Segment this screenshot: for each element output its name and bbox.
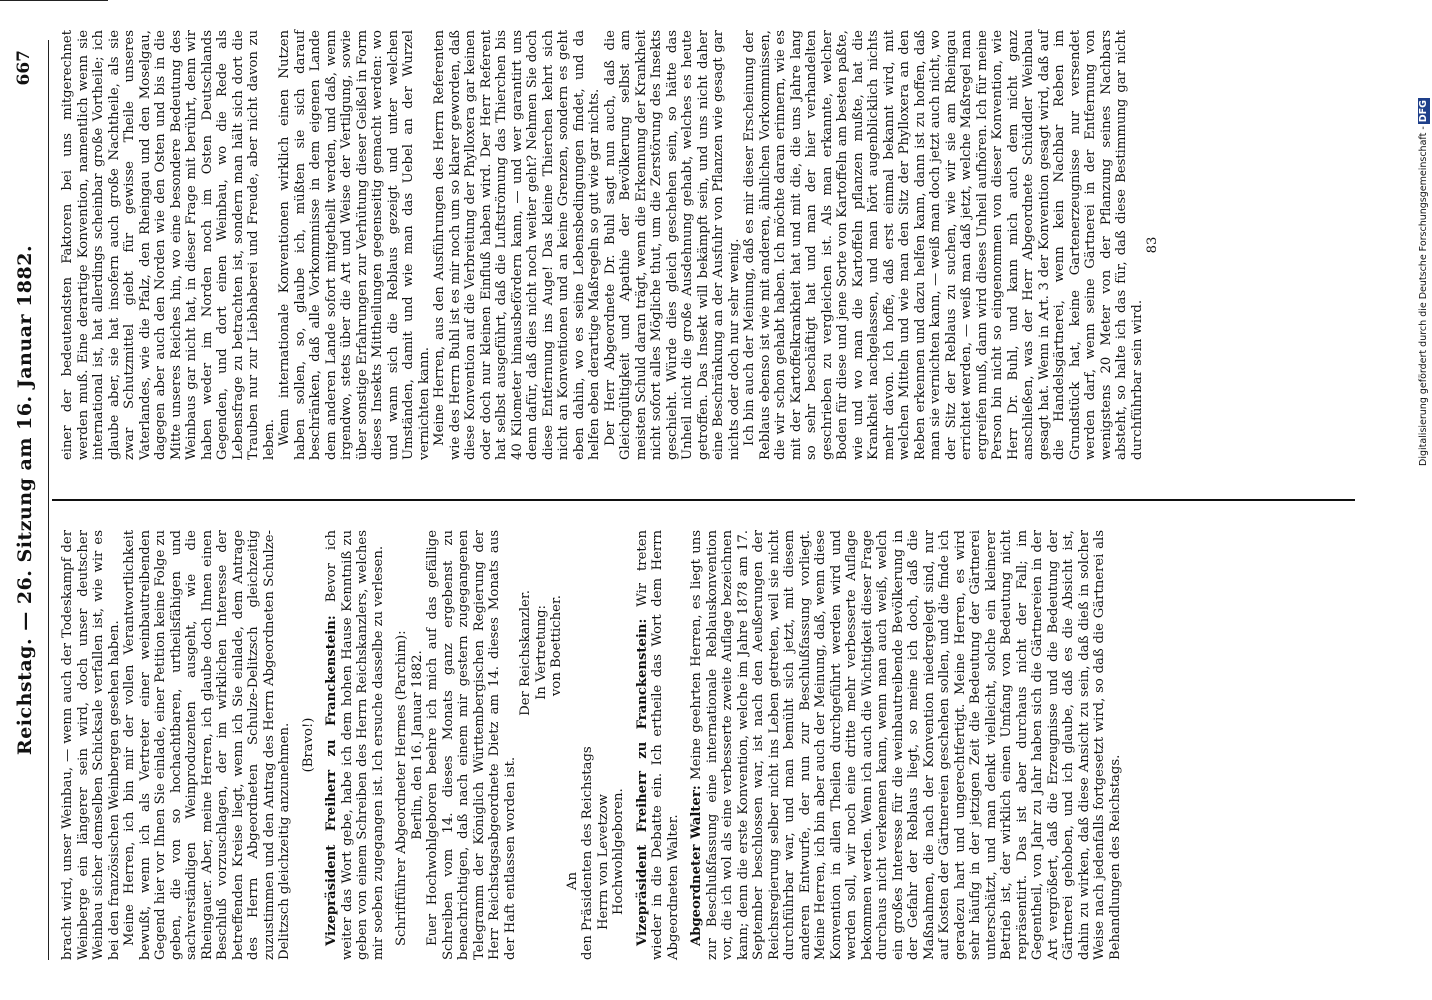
address-line: Herrn von Levetzow — [595, 794, 611, 930]
letter-signature-line: In Vertretung: — [533, 605, 549, 700]
paragraph: Der Herr Abgeordnete Dr. Buhl sagt nun auch, daß die Gleichgültigkeit und Apathie der Bevölkerung selbst am meisten Schuld daran trägt, wenn die Erkennung der Krankheit nicht sofort alles Mögliche thut, um die Zerstörung des Insekts geschieht. Würde dies gleich geschehen sein, so hätte das Unheil nicht die große Ausdehnung gehabt, welches es heute getroffen. Das Insekt will bekämpft sein, und uns nicht daher eine Beschränkung an der Ausfuhr von Pflanzen wie gesagt gar nichts oder doch nur sehr wenig. — [602, 30, 742, 460]
digitization-text: Digitalisierung gefördert durch die Deutsche Forschungsgemeinschaft - — [1418, 126, 1429, 466]
address-line: An — [564, 871, 580, 890]
letter-signature-line: Der Reichskanzler. — [518, 590, 533, 716]
speaker-block — [324, 530, 386, 960]
paragraph: bracht wird, unser Weinbau, — wenn auch der Todeskampf der Weinberge ein längerer sein wird, doch unser deutscher Weinbau sicher demselben Schicksale verfallen ist, wie wir es bei den französischen Weinbergen gesehen haben. — [60, 530, 122, 960]
applause-note: (Bravo!) — [300, 717, 316, 773]
address-line: Hochwohlgeboren. — [611, 788, 626, 915]
speaker-name: Abgeordneter Walter: — [689, 785, 704, 946]
speaker-block — [635, 530, 682, 960]
speaker-block — [689, 530, 1123, 960]
dfg-logo: DFG — [1418, 100, 1429, 123]
right-column — [60, 30, 1350, 460]
letter-signature-line: von Boetticher. — [549, 595, 564, 697]
digitization-notice — [1418, 6, 1430, 466]
letter-body: Euer Hochwohlgeboren beehre ich mich auf das gefällige Schreiben vom 14. dieses Monats ganz ergebenst zu benachrichtigen, daß nach einem mir gestern zugegangenen Telegramm der Königlich Württembergischen Regierung der Herr Reichstagsabgeordnete Dietz am 14. dieses Monats aus der Haft entlassen worden ist. — [425, 530, 518, 960]
header-title: Reichstag. — 26. Sitzung am 16. Januar 1882. — [14, 244, 36, 756]
paragraph: Wenn internationale Konventionen wirklich einen Nutzen haben sollen, so, glaube ich, müßten sie sich darauf beschränken, daß alle Vorkommnisse in dem eigenen Lande dem anderen Lande sofort mitgetheilt werden, und daß, wenn irgendwo, stets über die Art und Weise der Vertilgung, sowie über sonstige Erfahrungen zur Verhütung dieser Geißel in Form dieses Insekts Mittheilungen gegenseitig gemacht werden: wo und wann sich die Reblaus gezeigt und unter welchen Umständen, damit und wie man das Uebel an der Wurzel vernichten kann. — [277, 29, 432, 460]
speech-text: Meine geehrten Herren, es liegt uns zur Beschlußfassung eine internationale Reblauskonvention vor, die ich wol als eine verbesserte zweite Auflage bezeichnen kann; denn die erste Konvention, welche im Jahre 1878 am 17. September beschlossen war, ist nach den Aeußerungen der Reichsregierung selber nicht ins Leben getreten, weil sie nicht durchführbar war, und man bemüht sich jetzt, mit diesem anderen Entwurfe, der nun zur Beschlußfassung vorliegt. Meine Herren, ich bin aber auch der Meinung, daß, wenn diese Konvention in allen Theilen durchgeführt werden wird und werden soll, wir noch eine dritte mehr verbesserte Auflage bekommen werden. Wenn ich auch die Wichtigkeit dieser Frage durchaus nicht verkennen kann, wenn man auch weiß, welch ein großes Interesse für die weinbautreibende Bevölkerung in der Gefahr der Reblaus liegt, so meine ich doch, daß die Maßnahmen, die nach der Konvention niedergelegt sind, nur auf Kosten der Gärtnereien geschehen sollen, und die finde ich geradezu hart und ungerechtfertigt. Meine Herren, es wird sehr häufig in der jetzigen Zeit die Bedeutung der Gärtnerei unterschätzt, und man denkt vielleicht, solche ein kleinerer Betrieb ist, der wirklich einen Umfang von Bedeutung nicht repräsentirt. Das ist aber durchaus nicht der Fall; im Gegentheil, von Jahr zu Jahr haben sich die Gärtnereien in der Art vergrößert, daß die Erzeugnisse und die Bedeutung der Gärtnerei gehoben, und ich glaube, daß es die Absicht ist, dahin zu wirken, daß diese Ansicht zu sein, daß dieß in solcher Weise nach jedenfalls fortgesetzt wird, so daß die Gärtnerei als Behandlungen des Reichstags. — [689, 530, 1123, 960]
secretary-intro: Schriftführer Abgeordneter Hermes (Parchim): — [394, 630, 409, 946]
paragraph: einer der bedeutendsten Faktoren bei uns mitgerechnet werden muß. Eine derartige Konvention, namentlich wenn sie international ist, hat allerdings scheinbar große Vortheile; ich glaube aber, sie hat insofern auch große Nachtheile, als sie zwar Schutzmittel giebt für gewisse Theile unseres Vaterlandes, wie die Pfalz, den Rheingau und den Moselgau, dagegen aber auch den Norden wie den Osten und bis in die Mitte unseres Reiches hin, wo eine besondere Bedeutung des Weinbaus gar nicht hat, in dieser Frage mit berührt, denn wir haben weder im Norden noch im Osten Deutschlands Gegenden, und dort einen Weinbau, wo die Rede als Lebensfrage zu betrachten ist, sondern man hält sich dort die Trauben nur zur Liebhaberei und Freude, aber nicht davon zu leben. — [60, 30, 277, 460]
paragraph: Meine Herren, aus den Ausführungen des Herrn Referenten wie des Herrn Buhl ist es mir noch um so klarer geworden, daß diese Konvention auf die Verbreitung der Phylloxera gar keinen oder doch nur kleinen Einfluß haben wird. Der Herr Referent hat selbst ausgeführt, daß die Luftströmung das Thierchen bis 40 Kilometer hinausbefördern kann, — und wer garantirt uns denn dafür, daß dies nicht noch weiter geht? Nehmen Sie doch diese Entfernung ins Auge! Das kleine Thierchen kehrt sich nicht an Konventionen und an keine Grenzen, sondern es geht eben dahin, wo es seine Lebensbedingungen findet, und da helfen eben derartige Maßregeln so gut wie gar nichts. — [432, 30, 602, 460]
page-signature: 83 — [1145, 236, 1160, 254]
column-divider — [52, 499, 1355, 501]
digitization-text-wrap — [1418, 6, 1430, 466]
speaker-name: Vizepräsident Freiherr zu Franckenstein: — [634, 618, 650, 946]
speech-text: Bevor ich weiter das Wort gebe, habe ich dem hohen Hause Kenntniß zu geben von einem Schreiben des Herrn Reichskanzlers, welches mir soeben zugegangen ist. Ich ersuche dasselbe zu verlesen. — [324, 530, 386, 960]
header-rule — [48, 40, 49, 960]
speech-text: Wir treten wieder in die Debatte ein. Ich ertheile das Wort dem Herrn Abgeordneten Walter. — [634, 530, 681, 960]
paragraph: Meine Herren, ich bin mir der vollen Verantwortlichkeit bewußt, wenn ich als Vertreter einer weinbautreibenden Gegend hier vor Ihnen Sie einlade, einer Petition keine Folge zu geben, die von so hochachtbaren, urtheilsfähigen und sachverständigen Weinproduzenten ausgeht, wie die Rheingauer. Aber, meine Herren, ich glaube doch Ihnen einen Beschluß vorzuschlagen, der im wirklichen Interesse der betreffenden Kreise liegt, wenn ich Sie einlade, dem Antrage des Herrn Abgeordneten Schulze-Delitzsch gleichzeitig zuzustimmen und den Antrag des Herrn Abgeordneten Schulze-Delitzsch gleichzeitig anzunehmen. — [122, 530, 292, 960]
page-number: 667 — [14, 50, 34, 86]
speaker-name: Vizepräsident Freiherr zu Franckenstein: — [324, 615, 339, 946]
address-line: den Präsidenten des Reichstags — [580, 746, 595, 960]
letter-date: Berlin, den 16. Januar 1882. — [409, 650, 425, 840]
page-header — [14, 40, 44, 960]
paragraph: Ich bin auch der Meinung, daß es mir dieser Erscheinung der Reblaus ebenso ist wie mit anderen, ähnlichen Vorkommnissen, die wir schon gehabt haben. Ich möchte daran erinnern, wie es mit der Kartoffelkrankheit hat und mit die, die uns Jahre lang so sehr beschäftigt hat und man der hier verhandelten geschrieben zu vergleichen ist. Als man erkannte, welcher Boden für diese und jene Sorte von Kartoffeln am besten paßte, wie und wo man die Kartoffeln pflanzen mußte, hat die Krankheit nachgelassen, und man hört augenblicklich nichts mehr davon. Ich hoffe, daß erst einmal bekannt wird, mit welchen Mitteln und wie man den Sitz der Phylloxera an den Reben erkennen und dazu helfen kann, dann ist zu hoffen, daß man sie vernichten kann, — weiß man doch jetzt auch nicht, wo der Sitz der Reblaus zu suchen, wie wir sie am Rheingau errichtet werden, — weiß man daß jetzt, welche Maßregel man ergreifen muß, dann wird dieses Unheil aufhören. Ich für meine Person bin nicht so eingenommen von dieser Konvention, wie Herr Dr. Buhl, und kann mich auch dem nicht ganz anschließen, was der Herr Abgeordnete Schüddler Weinbau gesagt hat. Wenn in Art. 3 der Konvention gesagt wird, daß auf die Handelsgärtnerei, wenn kein Nachbar Reben im Grundstück hat, keine Gartenerzeugnisse nur versendet werden darf, wenn seine Gärtnerei in der Entfernung von wenigstens 20 Meter von der Pflanzung seines Nachbars absteht, so halte ich das für, daß diese Bestimmung gar nicht durchführbar sein wird. — [742, 30, 1145, 460]
left-column — [60, 530, 1350, 960]
